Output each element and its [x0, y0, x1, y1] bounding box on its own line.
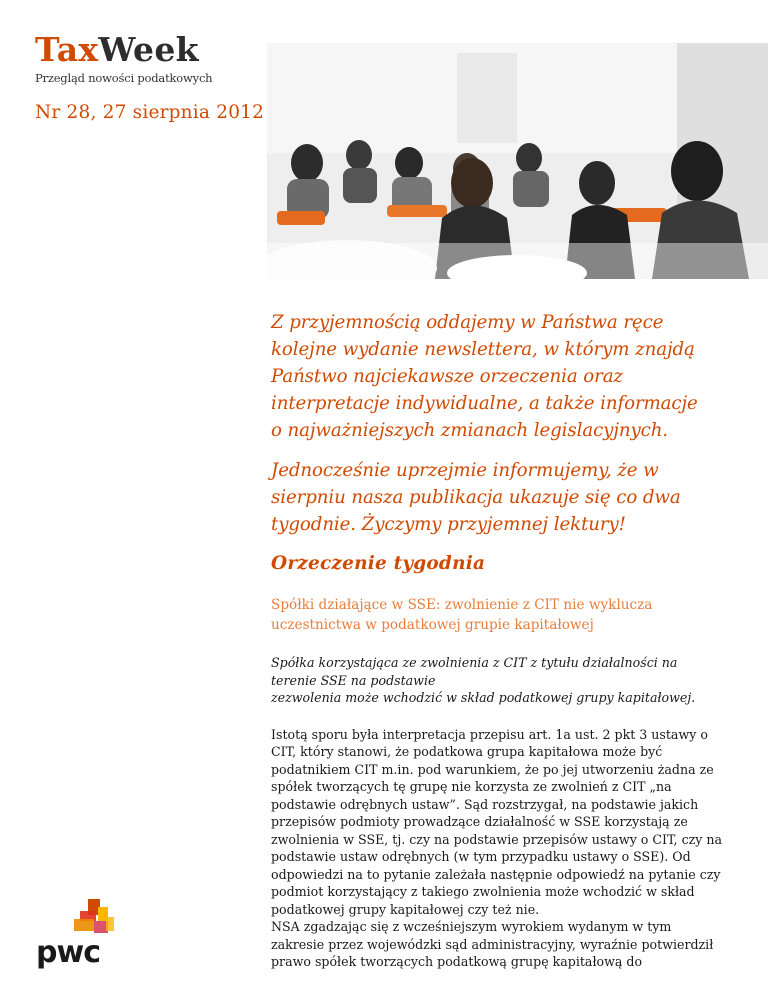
body-line: podatkowej grupy kapitałowej czy też nie. — [271, 901, 540, 917]
section-title: Orzeczenie tygodnia — [271, 553, 486, 574]
pwc-logo-squares-icon — [36, 897, 116, 937]
issue-number-date: Nr 28, 27 sierpnia 2012 — [35, 102, 265, 123]
body-line: podstawie odrębnych ustaw”. Sąd rozstrzygał, na podstawie jakich — [271, 796, 699, 812]
article-lede — [271, 654, 731, 707]
intro-paragraph-2 — [271, 457, 731, 538]
masthead — [35, 32, 264, 123]
header-photo — [267, 43, 768, 279]
body-line: CIT, który stanowi, że podatkowa grupa kapitałowa może być — [271, 744, 663, 759]
body-line: przepisów podmioty prowadzące działalność w SSE korzystają ze — [271, 814, 688, 829]
body-line: NSA zgadzając się z wcześniejszym wyrokiem wydanym w tym — [271, 919, 672, 934]
intro-line: o najważniejszych zmianach legislacyjnych. — [271, 420, 669, 441]
intro-paragraph-1 — [271, 309, 731, 444]
brand-part-week: Week — [98, 30, 199, 69]
article-body — [271, 726, 731, 971]
brand-title — [35, 32, 264, 68]
body-line: odpowiedzi na to pytanie zależała następnie odpowiedź na pytanie czy — [271, 866, 721, 882]
intro — [271, 309, 731, 551]
intro-line: interpretacje indywidualne, a także informacje — [271, 393, 698, 414]
lede-line: Spółka korzystająca ze zwolnienia z CIT z tytułu działalności na — [271, 655, 678, 670]
headline-line: uczestnictwa w podatkowej grupie kapitałowej — [271, 616, 594, 633]
lede-line: terenie SSE na podstawie — [271, 672, 436, 688]
intro-line: kolejne wydanie newslettera, w którym znajdą — [271, 339, 695, 360]
brand-part-tax: Tax — [35, 30, 99, 69]
tagline: Przegląd nowości podatkowych — [35, 71, 213, 85]
intro-line: sierpniu nasza publikacja ukazuje się co dwa — [271, 487, 681, 508]
office-meeting-photo-illustration — [267, 43, 768, 279]
body-line: zwolnienia w SSE, tj. czy na podstawie przepisów ustawy o CIT, czy na — [271, 831, 722, 847]
body-line: podatnikiem CIT m.in. pod warunkiem, że po jej utworzeniu żadna ze — [271, 761, 714, 777]
ruling-of-the-week — [271, 553, 731, 971]
article-headline — [271, 596, 731, 635]
body-line: spółek tworzących tę grupę nie korzysta ze zwolnień z CIT „na — [271, 779, 672, 794]
intro-line: Z przyjemnością oddajemy w Państwa ręce — [271, 312, 664, 333]
body-line: prawo spółek tworzących podatkową grupę kapitałową do — [271, 954, 643, 969]
intro-line: Państwo najciekawsze orzeczenia oraz — [271, 366, 623, 387]
headline-line: Spółki działające w SSE: zwolnienie z CIT nie wyklucza — [271, 597, 653, 613]
body-line: podmiot korzystający z takiego zwolnienia może wchodzić w skład — [271, 884, 695, 899]
body-line: Istotą sporu była interpretacja przepisu art. 1a ust. 2 pkt 3 ustawy o — [271, 726, 708, 742]
lede-line: zezwolenia może wchodzić w skład podatkowej grupy kapitałowej. — [271, 690, 696, 705]
pwc-wordmark: pwc — [36, 935, 100, 970]
body-line: podstawie ustaw odrębnych (w tym przypadku ustawy o SSE). Od — [271, 849, 691, 864]
intro-line: Jednocześnie uprzejmie informujemy, że w — [271, 460, 659, 481]
pwc-logo — [36, 897, 116, 972]
body-line: zakresie przez wojewódzki sąd administracyjny, wyraźnie potwierdził — [271, 936, 714, 952]
intro-line: tygodnie. Życzymy przyjemnej lektury! — [271, 514, 626, 535]
